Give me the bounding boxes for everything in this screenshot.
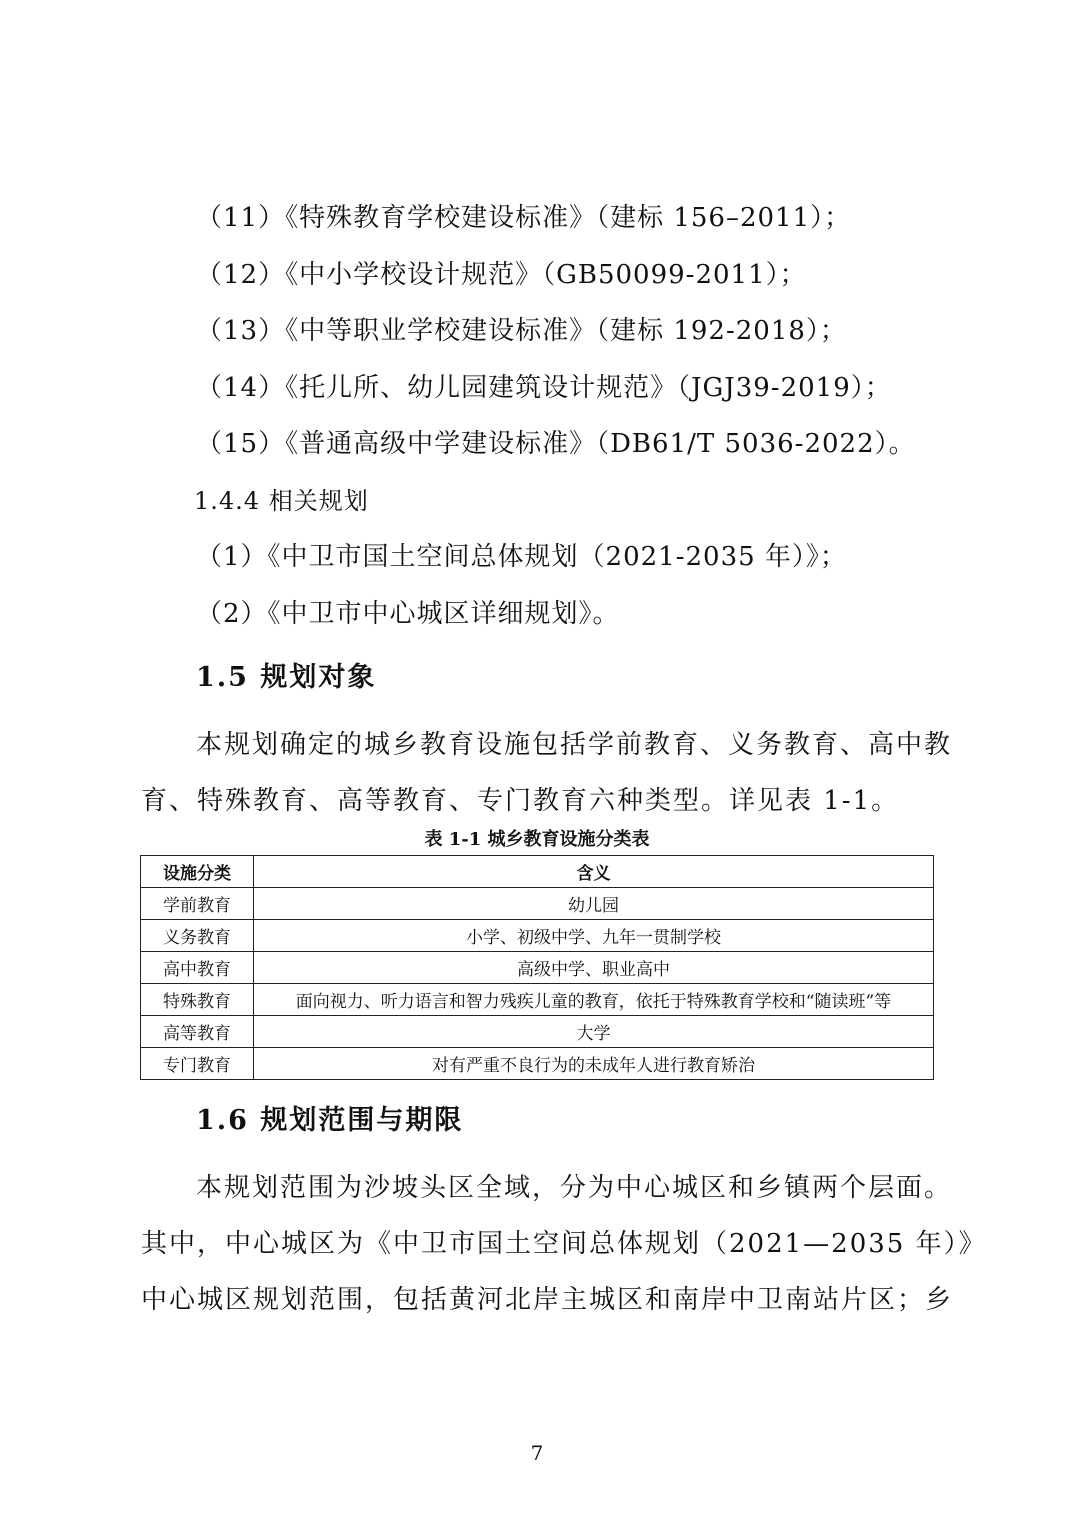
table-cell-meaning: 幼儿园 (254, 888, 934, 920)
section-1-6-paragraph-line-1: 本规划范围为沙坡头区全域，分为中心城区和乡镇两个层面。 (196, 1173, 953, 1203)
table-cell-category: 特殊教育 (141, 984, 254, 1016)
table-cell-meaning: 对有严重不良行为的未成年人进行教育矫治 (254, 1048, 934, 1080)
standard-item-13: （13）《中等职业学校建设标准》（建标 192-2018）； (196, 316, 847, 346)
section-1-5-heading: 1.5 规划对象 (196, 662, 377, 693)
standard-item-14: （14）《托儿所、幼儿园建筑设计规范》（JGJ39-2019）； (196, 373, 892, 403)
page-number: 7 (530, 1441, 544, 1465)
table-cell-category: 高中教育 (141, 952, 254, 984)
table-caption: 表 1-1 城乡教育设施分类表 (424, 829, 650, 850)
standard-item-11: （11）《特殊教育学校建设标准》（建标 156–2011）； (196, 203, 852, 233)
related-plan-item-1: （1）《中卫市国土空间总体规划（2021-2035 年）》； (196, 542, 847, 572)
column-header-meaning: 含义 (254, 856, 934, 888)
section-1-6-paragraph-line-2: 其中，中心城区为《中卫市国土空间总体规划（2021—2035 年）》 (141, 1229, 987, 1259)
table-cell-category: 学前教育 (141, 888, 254, 920)
related-plans-heading: 1.4.4 相关规划 (194, 487, 369, 515)
table-cell-meaning: 高级中学、职业高中 (254, 952, 934, 984)
standard-item-15: （15）《普通高级中学建设标准》（DB61/T 5036-2022）。 (196, 429, 916, 459)
column-header-category: 设施分类 (141, 856, 254, 888)
table-cell-category: 专门教育 (141, 1048, 254, 1080)
table-cell-category: 义务教育 (141, 920, 254, 952)
standard-item-12: （12）《中小学校设计规范》（GB50099-2011）； (196, 260, 807, 290)
table-row (141, 888, 934, 920)
table-row (141, 952, 934, 984)
section-1-6-heading: 1.6 规划范围与期限 (196, 1105, 464, 1136)
table-row (141, 1048, 934, 1080)
section-1-6-paragraph-line-3: 中心城区规划范围，包括黄河北岸主城区和南岸中卫南站片区；乡 (141, 1285, 954, 1315)
table-cell-meaning: 小学、初级中学、九年一贯制学校 (254, 920, 934, 952)
table-cell-meaning: 面向视力、听力语言和智力残疾儿童的教育，依托于特殊教育学校和“随读班”等 (254, 984, 934, 1016)
table-row (141, 984, 934, 1016)
section-1-5-paragraph-line-1: 本规划确定的城乡教育设施包括学前教育、义务教育、高中教 (196, 730, 953, 760)
table-row (141, 920, 934, 952)
table-cell-meaning: 大学 (254, 1016, 934, 1048)
related-plan-item-2: （2）《中卫市中心城区详细规划》。 (196, 599, 620, 629)
table-header-row (141, 856, 934, 888)
table-cell-category: 高等教育 (141, 1016, 254, 1048)
table-row (141, 1016, 934, 1048)
facility-classification-table (140, 855, 934, 1080)
section-1-5-paragraph-line-2: 育、特殊教育、高等教育、专门教育六种类型。详见表 1-1。 (141, 786, 900, 816)
